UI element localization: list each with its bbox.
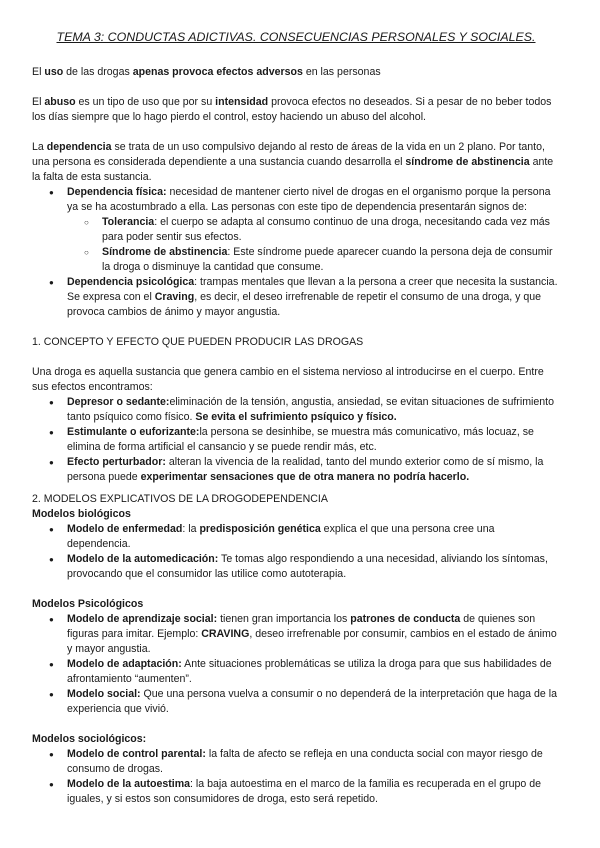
list-item-dependencia-psicologica: ● Dependencia psicológica: trampas mentales que llevan a la persona a creer que necesita la sustancia. Se expresa con el Craving, es decir, el deseo irrefrenable de repetir el consumo de una droga, y que provoca cambios de ánimo y mayor angustia. <box>32 275 560 320</box>
subheading-biologicos: Modelos biológicos <box>32 508 131 520</box>
subheading-sociologicos: Modelos sociológicos: <box>32 733 147 745</box>
list-item-automedicacion: ● Modelo de la automedicación: Te tomas algo respondiendo a una necesidad, aliviando los síntomas, provocando que el consumidor las utilice como autoterapia. <box>32 552 560 582</box>
psicologicos-list <box>32 612 560 717</box>
paragraph-droga: Una droga es aquella sustancia que genera cambio en el sistema nervioso al introducirse en el cuerpo. Entre sus efectos encontramos: <box>32 366 544 393</box>
list-item-perturbador: ● Efecto perturbador: alteran la vivencia de la realidad, tanto del mundo exterior como de sí mismo, la persona puede experimentar sensaciones que de otra manera no podría hacerlo. <box>32 455 560 485</box>
paragraph-uso: El uso de las drogas apenas provoca efectos adversos en las personas <box>32 66 381 78</box>
signos-list <box>67 215 560 275</box>
list-item-autoestima: ● Modelo de la autoestima: la baja autoestima en el marco de la familia es recuperada en el grupo de iguales, y si estos son consumidores de droga, esto será repetido. <box>32 777 560 807</box>
list-item-dependencia-fisica: ● Dependencia física: necesidad de mantener cierto nivel de drogas en el organismo porque la persona ya se ha acostumbrado a ella. Las personas con este tipo de dependencia presentarán signos de: ○ Tolerancia: el cuerpo se adapta al consumo continuo de una droga, necesitando cada vez más para poder sentir sus efectos. ○ Síndrome de abstinencia: Este síndrome puede aparecer cuando la persona deja de consumir la droga o disminuye la cantidad que consume. <box>32 185 560 275</box>
list-item-enfermedad: ● Modelo de enfermedad: la predisposición genética explica el que una persona cree una dependencia. <box>32 522 560 552</box>
paragraph-dependencia: La dependencia se trata de un uso compulsivo dejando al resto de áreas de la vida en un 2 plano. Por tanto, una persona es considerada dependiente a una sustancia cuando desarrolla el síndrome de abstinencia ante la falta de esta sustancia. <box>32 141 554 183</box>
list-item-adaptacion: ● Modelo de adaptación: Ante situaciones problemáticas se utiliza la droga para que sus habilidades de afrontamiento “aumenten”. <box>32 657 560 687</box>
list-item-aprendizaje-social: ● Modelo de aprendizaje social: tienen gran importancia los patrones de conducta de quienes son figuras para imitar. Ejemplo: CRAVING, deseo irrefrenable por consumir, cambios en el estado de ánimo y mayor angustia. <box>32 612 560 657</box>
page-title: TEMA 3: CONDUCTAS ADICTIVAS. CONSECUENCIAS PERSONALES Y SOCIALES. <box>56 30 536 44</box>
dependencia-list <box>32 185 560 320</box>
list-item-sindrome-abstinencia: ○ Síndrome de abstinencia: Este síndrome puede aparecer cuando la persona deja de consumir la droga o disminuye la cantidad que consume. <box>67 245 560 275</box>
efectos-list <box>32 395 560 485</box>
section-heading-modelos: 2. MODELOS EXPLICATIVOS DE LA DROGODEPENDENCIA <box>32 493 328 505</box>
list-item-estimulante: ● Estimulante o euforizante:la persona se desinhibe, se muestra más comunicativo, más locuaz, se elimina de forma artificial el cansancio y se puede rendir más, etc. <box>32 425 560 455</box>
list-item-tolerancia: ○ Tolerancia: el cuerpo se adapta al consumo continuo de una droga, necesitando cada vez más para poder sentir sus efectos. <box>67 215 560 245</box>
list-item-depresor: ● Depresor o sedante:eliminación de la tensión, angustia, ansiedad, se evitan situaciones de sufrimiento tanto psíquico como físico. Se evita el sufrimiento psíquico y físico. <box>32 395 560 425</box>
sociologicos-list <box>32 747 560 807</box>
section-heading-concepto: 1. CONCEPTO Y EFECTO QUE PUEDEN PRODUCIR LAS DROGAS <box>32 336 364 348</box>
list-item-control-parental: ● Modelo de control parental: la falta de afecto se refleja en una conducta social con mayor riesgo de consumo de drogas. <box>32 747 560 777</box>
paragraph-abuso: El abuso es un tipo de uso que por su intensidad provoca efectos no deseados. Si a pesar de no beber todos los días siempre que lo hago pierdo el control, estoy haciendo un abuso del alcohol. <box>32 96 552 123</box>
subheading-psicologicos: Modelos Psicológicos <box>32 598 144 610</box>
biologicos-list <box>32 522 560 582</box>
list-item-modelo-social: ● Modelo social: Que una persona vuelva a consumir o no dependerá de la interpretación que haga de la experiencia que vivió. <box>32 687 560 717</box>
